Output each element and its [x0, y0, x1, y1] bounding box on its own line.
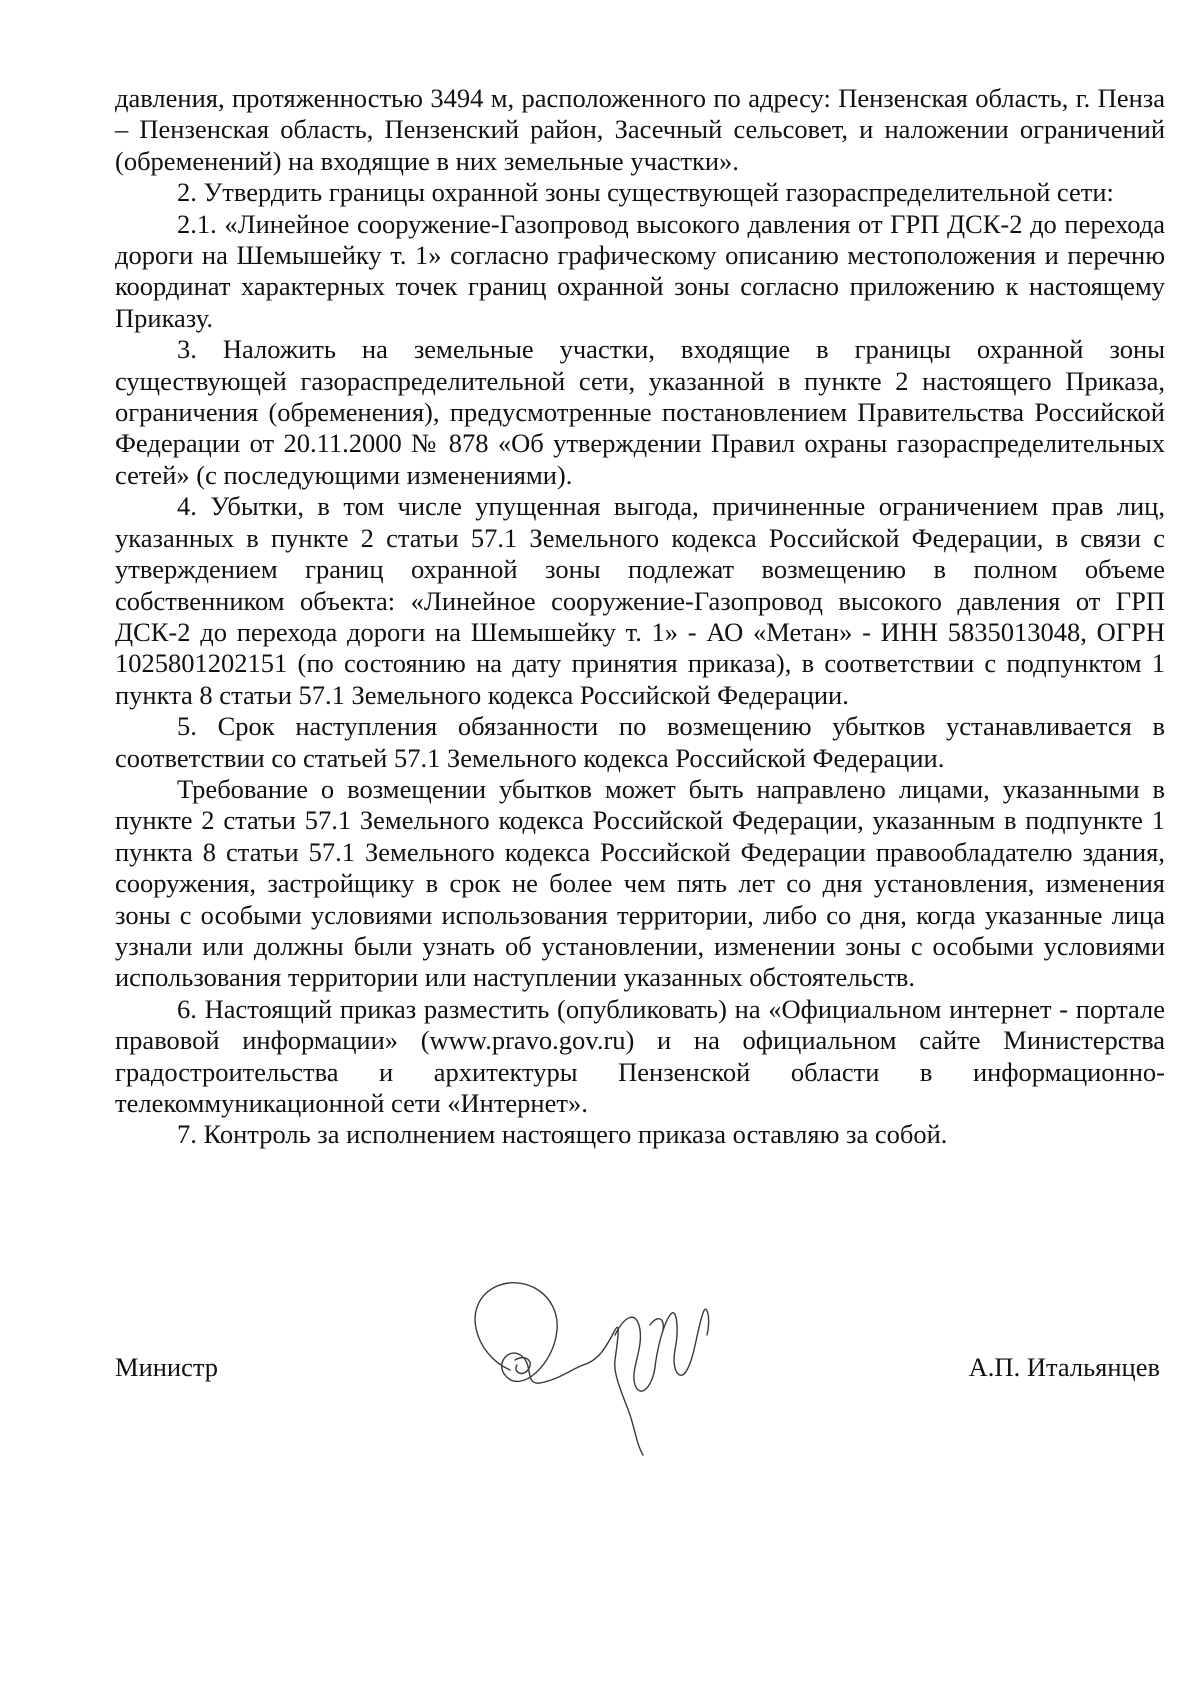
paragraph-item-2: 2. Утвердить границы охранной зоны существующей газораспределительной сети:	[177, 177, 1114, 208]
paragraph-damages-claim: Требование о возмещении убытков может быть направлено лицами, указанными в пункте 2 статьи 57.1 Земельного кодекса Российской Федерации, указанным в подпункте 1 пункта 8 статьи 57.1 Земельного кодекса Российской Федерации правообладателю здания, сооружения, застройщику в срок не более чем пять лет со дня установления, изменения зоны с особыми условиями использования территории, либо со дня, когда указанные лица узнали или должны были узнать об установлении, изменении зоны с особыми условиями использования территории или наступлении указанных обстоятельств.	[115, 773, 1165, 993]
signature-flourish-stroke	[650, 1319, 663, 1330]
signatory-name: А.П. Итальянцев	[968, 1352, 1160, 1382]
paragraph-item-5: 5. Срок наступления обязанности по возмещению убытков устанавливается в соответствии со статьей 57.1 Земельного кодекса Российской Федерации.	[115, 711, 1165, 773]
paragraph-item-6: 6. Настоящий приказ разместить (опубликовать) на «Официальном интернет - портале правовой информации» (www.pravo.gov.ru) и на официальном сайте Министерства градостроительства и архитектуры Пензенской области в информационно-телекоммуникационной сети «Интернет».	[115, 993, 1165, 1118]
handwritten-signature-icon	[465, 1275, 735, 1460]
paragraph-item-2-1: 2.1. «Линейное сооружение-Газопровод высокого давления от ГРП ДСК-2 до перехода дороги на Шемышейку т. 1» согласно графическому описанию местоположения и перечню координат характерных точек границ охранной зоны согласно приложению к настоящему Приказу.	[115, 208, 1165, 333]
signature-strokes	[475, 1283, 709, 1455]
document-body	[115, 83, 1165, 1151]
paragraph-item-4: 4. Убытки, в том числе упущенная выгода, причиненные ограничением прав лиц, указанных в пункте 2 статьи 57.1 Земельного кодекса Российской Федерации, в связи с утверждением границ охранной зоны подлежат возмещению в полном объеме собственником объекта: «Линейное сооружение-Газопровод высокого давления от ГРП ДСК-2 до перехода дороги на Шемышейку т. 1» - АО «Метан» - ИНН 5835013048, ОГРН 1025801202151 (по состоянию на дату принятия приказа), в соответствии с подпунктом 1 пункта 8 статьи 57.1 Земельного кодекса Российской Федерации.	[115, 491, 1165, 710]
paragraph-item-3: 3. Наложить на земельные участки, входящие в границы охранной зоны существующей газораспределительной сети, указанной в пункте 2 настоящего Приказа, ограничения (обременения), предусмотренные постановлением Правительства Российской Федерации от 20.11.2000 № 878 «Об утверждении Правил охраны газораспределительных сетей» (с последующими изменениями).	[115, 334, 1165, 490]
paragraph-continuation: давления, протяженностью 3494 м, расположенного по адресу: Пензенская область, г. Пенза – Пензенская область, Пензенский район, Засечный сельсовет, и наложении ограничений (обременений) на входящие в них земельные участки».	[115, 83, 1165, 176]
signatory-title: Министр	[115, 1352, 219, 1382]
signature-long-descender-stroke	[583, 1327, 643, 1455]
signature-tail-stroke	[615, 1309, 709, 1391]
paragraph-item-7: 7. Контроль за исполнением настоящего приказа оставляю за собой.	[177, 1119, 948, 1150]
